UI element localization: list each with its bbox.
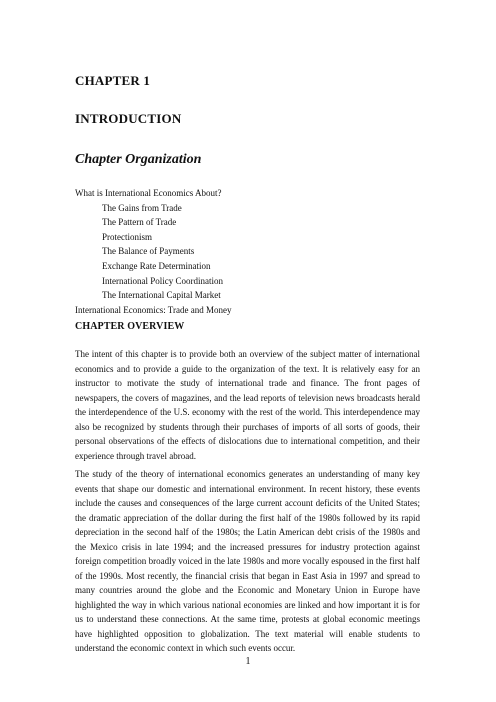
outline-subitem: The Balance of Payments	[102, 246, 195, 257]
outline-subitem: The Gains from Trade	[102, 202, 182, 213]
outline-item: International Economics: Trade and Money	[75, 304, 232, 315]
page-number: 1	[245, 656, 251, 667]
chapter-title: INTRODUCTION	[75, 111, 182, 126]
chapter-overview-heading: CHAPTER OVERVIEW	[75, 321, 185, 332]
outline-subitem: The Pattern of Trade	[102, 217, 177, 228]
overview-paragraph: The intent of this chapter is to provide both an overview of the subject matter of international economics and to provide a guide to the organization of the text. It is relatively easy for an instructor to motivate the study of international trade and finance. The front pages of newspapers, the covers of magazines, and the lead reports of television news broadcasts herald the interdependence of the U.S. economy with the rest of the world. This interdependence may also be recognized by students through their purchases of imports of all sorts of goods, their personal observations of the effects of dislocations due to international competition, and their experience through travel abroad.	[75, 349, 420, 461]
outline-subitem: Protectionism	[102, 231, 152, 242]
outline-subitem: The International Capital Market	[102, 290, 221, 301]
overview-paragraph: The study of the theory of international economics generates an understanding of many key events that shape our domestic and international environment. In recent history, these events include the causes and consequences of the large current account deficits of the United States; the dramatic appreciation of the dollar during the first half of the 1980s followed by its rapid depreciation in the second half of the 1980s; the Latin American debt crisis of the 1980s and the Mexico crisis in late 1994; and the increased pressures for industry protection against foreign competition broadly voiced in the late 1980s and more vocally espoused in the first half of the 1990s. Most recently, the financial crisis that began in East Asia in 1997 and spread to many countries around the globe and the Economic and Monetary Union in Europe have highlighted the way in which various national economies are linked and how important it is for us to understand these connections. At the same time, protests at global economic meetings have highlighted opposition to globalization. The text material will enable students to understand the economic context in which such events occur.	[75, 469, 420, 653]
chapter-label: CHAPTER 1	[75, 73, 151, 88]
outline-item: What is International Economics About?	[75, 188, 222, 198]
chapter-organization-outline	[75, 186, 231, 317]
outline-subitem: Exchange Rate Determination	[102, 260, 211, 271]
outline-subitem: International Policy Coordination	[102, 275, 223, 286]
chapter-organization-title: Chapter Organization	[75, 152, 202, 167]
